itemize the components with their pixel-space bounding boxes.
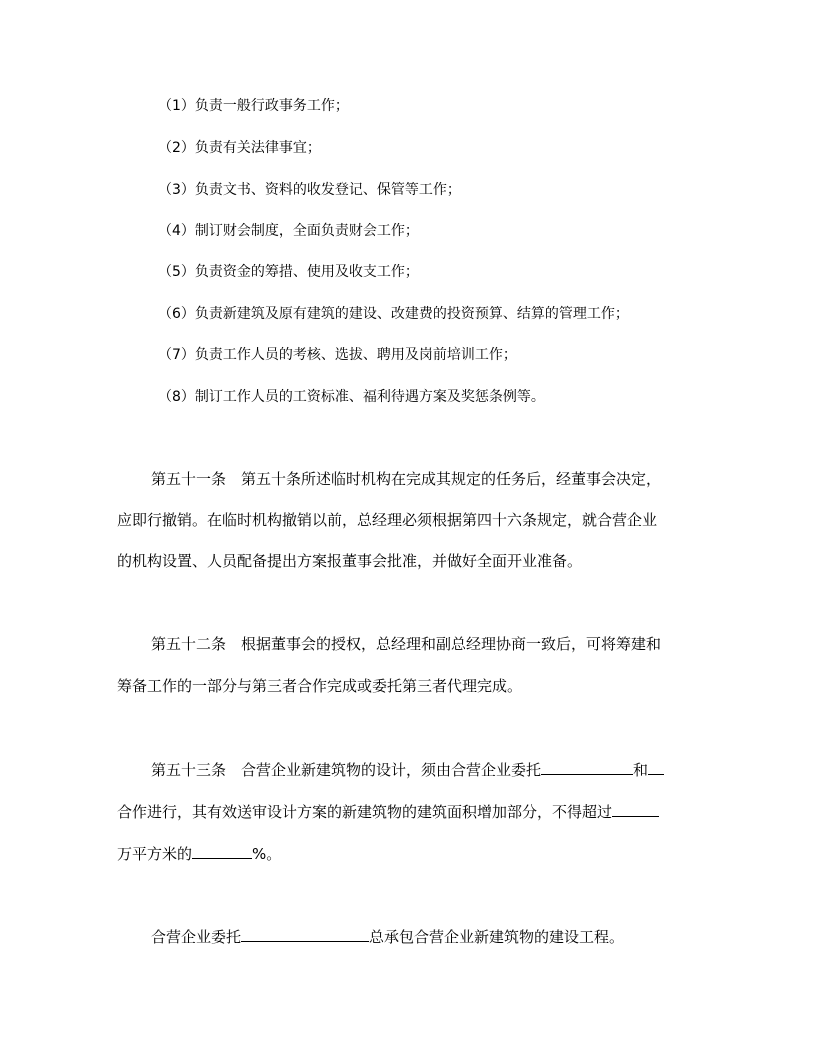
construction-line [151, 925, 624, 948]
article-51-line-3: 的机构设置、人员配备提出方案报董事会批准，并做好全面开业准备。 [117, 552, 583, 570]
construction-text-b: 总承包合营企业新建筑物的建设工程。 [369, 928, 625, 946]
list-item-7: （7）负责工作人员的考核、选拔、聘用及岗前培训工作； [158, 347, 517, 363]
article-53-conjunction: 和 [633, 761, 649, 779]
construction-text-a: 合营企业委托 [151, 928, 242, 946]
article-53-line-2 [117, 800, 659, 823]
article-52-line-1: 第五十二条 根据董事会的授权，总经理和副总经理协商一致后，可将筹建和 [151, 635, 662, 653]
article-51-line-2: 应即行撤销。在临时机构撤销以前，总经理必须根据第四十六条规定，就合营企业 [117, 511, 658, 529]
blank-field-designer-2[interactable] [648, 758, 664, 775]
article-53-line-3-end: %。 [252, 845, 282, 863]
article-53-line-3-text: 万平方米的 [117, 845, 193, 863]
list-item-6: （6）负责新建筑及原有建筑的建设、改建费的投资预算、结算的管理工作； [158, 306, 629, 322]
blank-field-designer-1[interactable] [541, 758, 633, 775]
article-53-line-1 [151, 758, 664, 781]
article-53-line-2-text: 合作进行，其有效送审设计方案的新建筑物的建筑面积增加部分，不得超过 [117, 803, 613, 821]
blank-field-percent[interactable] [192, 842, 252, 859]
list-item-4: （4）制订财会制度，全面负责财会工作； [158, 223, 419, 239]
blank-field-area[interactable] [612, 800, 659, 817]
list-item-5: （5）负责资金的筹措、使用及收支工作； [158, 264, 419, 280]
list-item-3: （3）负责文书、资料的收发登记、保管等工作； [158, 182, 461, 198]
article-52-line-2: 筹备工作的一部分与第三者合作完成或委托第三者代理完成。 [117, 677, 523, 695]
list-item-2: （2）负责有关法律事宜； [158, 140, 321, 156]
article-53-line-1-text: 第五十三条 合营企业新建筑物的设计，须由合营企业委托 [151, 761, 542, 779]
list-item-8: （8）制订工作人员的工资标准、福利待遇方案及奖惩条例等。 [158, 389, 545, 405]
article-51-line-1: 第五十一条 第五十条所述临时机构在完成其规定的任务后，经董事会决定， [151, 470, 662, 488]
article-53-line-3 [117, 842, 281, 865]
list-item-1: （1）负责一般行政事务工作； [158, 98, 349, 114]
blank-field-contractor[interactable] [241, 925, 369, 942]
